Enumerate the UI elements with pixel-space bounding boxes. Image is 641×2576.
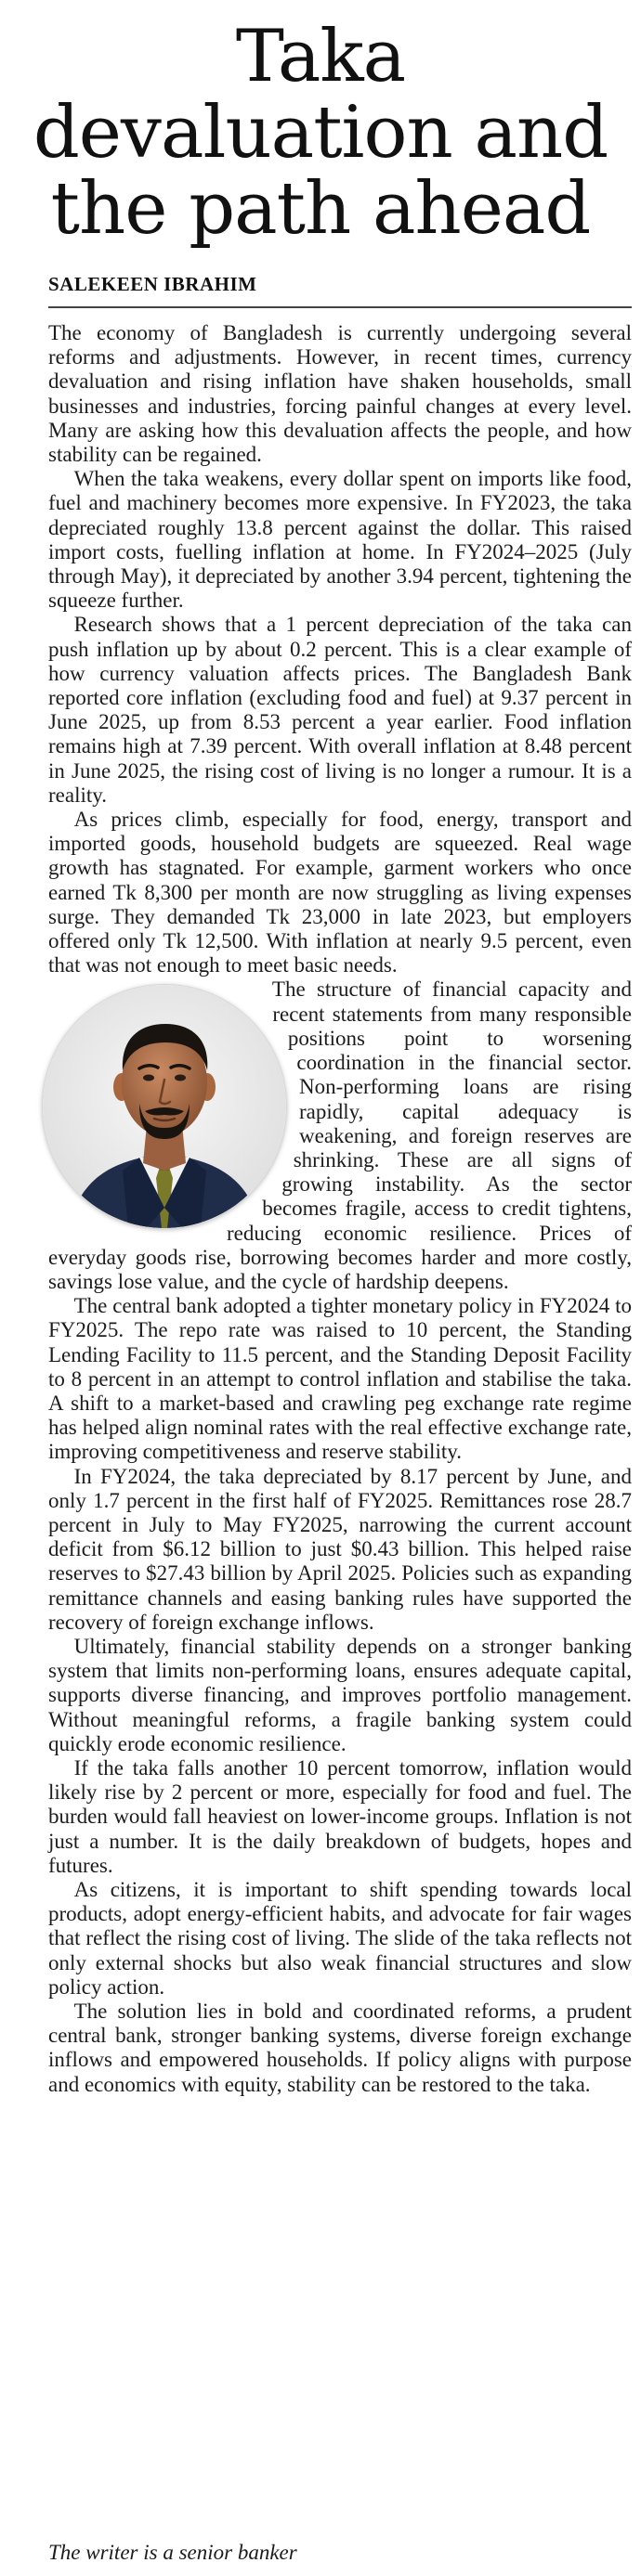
article-paragraph: Research shows that a 1 percent depreciation of the taka can push inflation up by about 0.2 percent. This is a clear example of how currency valuation affects prices. The Bangladesh Bank reported core inflation (excluding food and fuel) at 9.37 percent in June 2025, up from 8.53 percent a year earlier. Food inflation remains high at 7.39 percent. With overall inflation at 8.48 percent in June 2025, the rising cost of living is no longer a rumour. It is a reality. (48, 613, 632, 807)
author-portrait-icon (43, 985, 286, 1228)
headline: Taka devaluation and the path ahead (33, 15, 608, 251)
article-paragraph: The central bank adopted a tighter monetary policy in FY2024 to FY2025. The repo rate was raised to 10 percent, the Standing Lending Facility to 11.5 percent, and the Standing Deposit Facility to 8 percent in an attempt to control inflation and stabilise the taka. A shift to a market-based and crawling peg exchange rate regime has helped align nominal rates with the real effective exchange rate, improving competitiveness and reserve stability. (48, 1294, 632, 1464)
byline: SALEKEEN IBRAHIM (48, 273, 257, 295)
article-paragraph: If the taka falls another 10 percent tomorrow, inflation would likely rise by 2 percent or more, especially for food and fuel. The burden would fall heaviest on lower-income groups. Inflation is not just a number. It is the daily breakdown of budgets, hopes and futures. (48, 1755, 632, 1877)
article-body (48, 321, 632, 2097)
author-portrait (43, 985, 286, 1228)
article-paragraph: In FY2024, the taka depreciated by 8.17 percent by June, and only 1.7 percent in the first half of FY2025. Remittances rose 28.7 percent in July to May FY2025, narrowing the current account deficit from $6.12 billion to just $0.43 billion. This helped raise reserves to $27.43 billion by April 2025. Policies such as expanding remittance channels and easing banking rules have supported the recovery of foreign exchange inflows. (48, 1464, 632, 1634)
article-paragraph: Ultimately, financial stability depends on a stronger banking system that limits non-performing loans, ensures adequate capital, supports diverse financing, and improves portfolio management. Without meaningful reforms, a fragile banking system could quickly erode economic resilience. (48, 1634, 632, 1755)
article-paragraph: When the taka weakens, every dollar spent on imports like food, fuel and machinery becomes more expensive. In FY2023, the taka depreciated roughly 13.8 percent against the dollar. This raised import costs, fuelling inflation at home. In FY2024–2025 (July through May), it depreciated by another 3.94 percent, tightening the squeeze further. (48, 467, 632, 613)
byline-divider (48, 306, 632, 308)
article-paragraph: The economy of Bangladesh is currently undergoing several reforms and adjustments. However, in recent times, currency devaluation and rising inflation have shaken households, small businesses and industries, forcing painful changes at every level. Many are asking how this devaluation affects the people, and how stability can be regained. (48, 321, 632, 467)
article-paragraph: As citizens, it is important to shift spending towards local products, adopt energy-efficient habits, and advocate for fair wages that reflect the rising cost of living. The slide of the taka reflects not only external shocks but also weak financial structures and slow policy action. (48, 1878, 632, 1999)
article-paragraph: The solution lies in bold and coordinated reforms, a prudent central bank, stronger banking systems, diverse foreign exchange inflows and empowered households. If policy aligns with purpose and economics with equity, stability can be restored to the taka. (48, 2000, 632, 2096)
article-paragraph: As prices climb, especially for food, energy, transport and imported goods, household budgets are squeezed. Real wage growth has stagnated. For example, garment workers who once earned Tk 8,300 per month are now struggling as living expenses surge. They demanded Tk 23,000 in late 2023, but employers offered only Tk 12,500. With inflation at nearly 9.5 percent, even that was not enough to meet basic needs. (48, 808, 632, 977)
author-credit: The writer is a senior banker (48, 2541, 297, 2564)
article-paragraph: The structure of financial capacity and recent statements from many responsible positions point to worsening coordination in the financial sector. Non-performing loans are rising rapidly, capital adequacy is weakening, and foreign reserves are shrinking. These are all signs of growing instability. As the sector becomes fragile, access to credit tightens, reducing economic resilience. Prices of everyday goods rise, borrowing becomes harder and more costly, savings lose value, and the cycle of hardship deepens. (48, 977, 632, 1293)
